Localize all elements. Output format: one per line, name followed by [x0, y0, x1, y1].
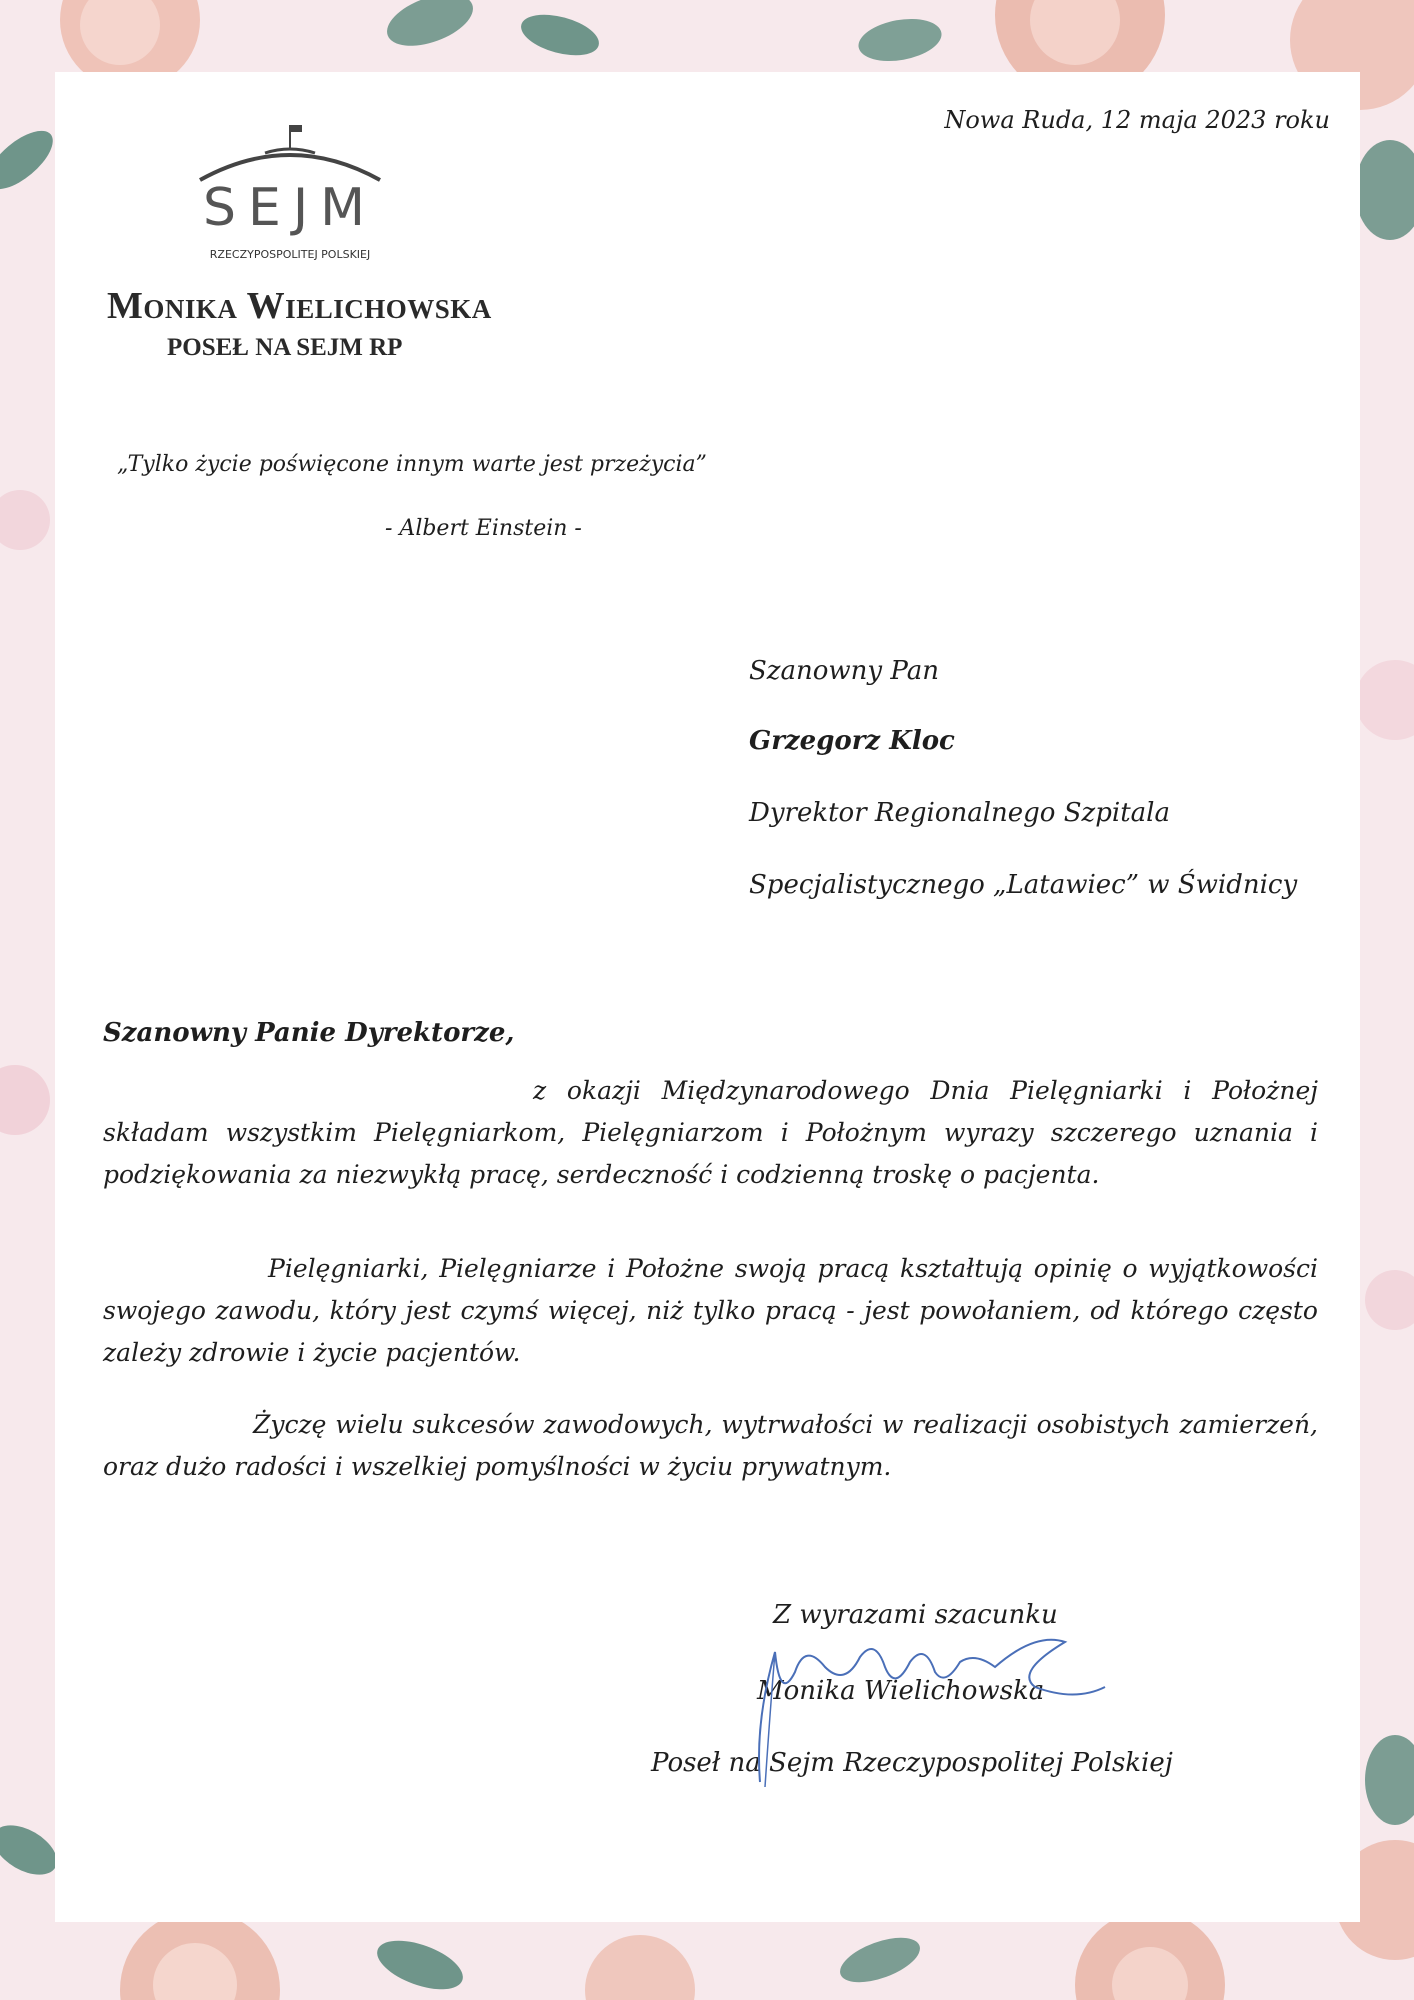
- handwritten-signature: [735, 1612, 1205, 1792]
- body-paragraph-3: Życzę wielu sukcesów zawodowych, wytrwałości w realizacji osobistych zamierzeń, oraz dużo radości i wszelkiej pomyślności w życiu prywatnym.: [103, 1410, 1318, 1481]
- salutation: Szanowny Panie Dyrektorze,: [103, 1018, 515, 1048]
- closing-regards: Z wyrazami szacunku: [773, 1600, 1058, 1630]
- letter-sheet: [55, 72, 1360, 1922]
- quote-text: „Tylko życie poświęcone innym warte jest przeżycia”: [117, 452, 707, 477]
- letter-date: Nowa Ruda, 12 maja 2023 roku: [944, 106, 1330, 134]
- recipient-institution: Specjalistycznego „Latawiec” w Świdnicy: [749, 870, 1298, 900]
- body-paragraph-2: Pielęgniarki, Pielęgniarze i Położne swoją pracą kształtują opinię o wyjątkowości swojego zawodu, który jest czymś więcej, niż tylko pracą - jest powołaniem, od którego często zależy zdrowie i życie pacjentów.: [103, 1254, 1318, 1367]
- recipient-position: Dyrektor Regionalnego Szpitala: [749, 798, 1170, 828]
- recipient-greeting: Szanowny Pan: [749, 656, 939, 686]
- sejm-logo: [190, 120, 390, 270]
- logo-wordmark: SEJM: [202, 178, 378, 238]
- closing-name: Monika Wielichowska: [757, 1676, 1045, 1706]
- quote-author: - Albert Einstein -: [385, 516, 582, 541]
- body-paragraph-1: z okazji Międzynarodowego Dnia Pielęgniarki i Położnej składam wszystkim Pielęgniarkom, Pielęgniarzom i Położnym wyrazy szczerego uznania i podziękowania za niezwykłą pracę, serdeczność i codzienną troskę o pacjenta.: [103, 1076, 1318, 1189]
- closing-title: Poseł na Sejm Rzeczypospolitej Polskiej: [651, 1748, 1173, 1778]
- logo-subtitle: RZECZYPOSPOLITEJ POLSKIEJ: [209, 248, 371, 261]
- sender-title: POSEŁ NA SEJM RP: [167, 334, 403, 361]
- sender-name: Monika Wielichowska: [107, 285, 492, 327]
- recipient-name: Grzegorz Kloc: [749, 726, 955, 756]
